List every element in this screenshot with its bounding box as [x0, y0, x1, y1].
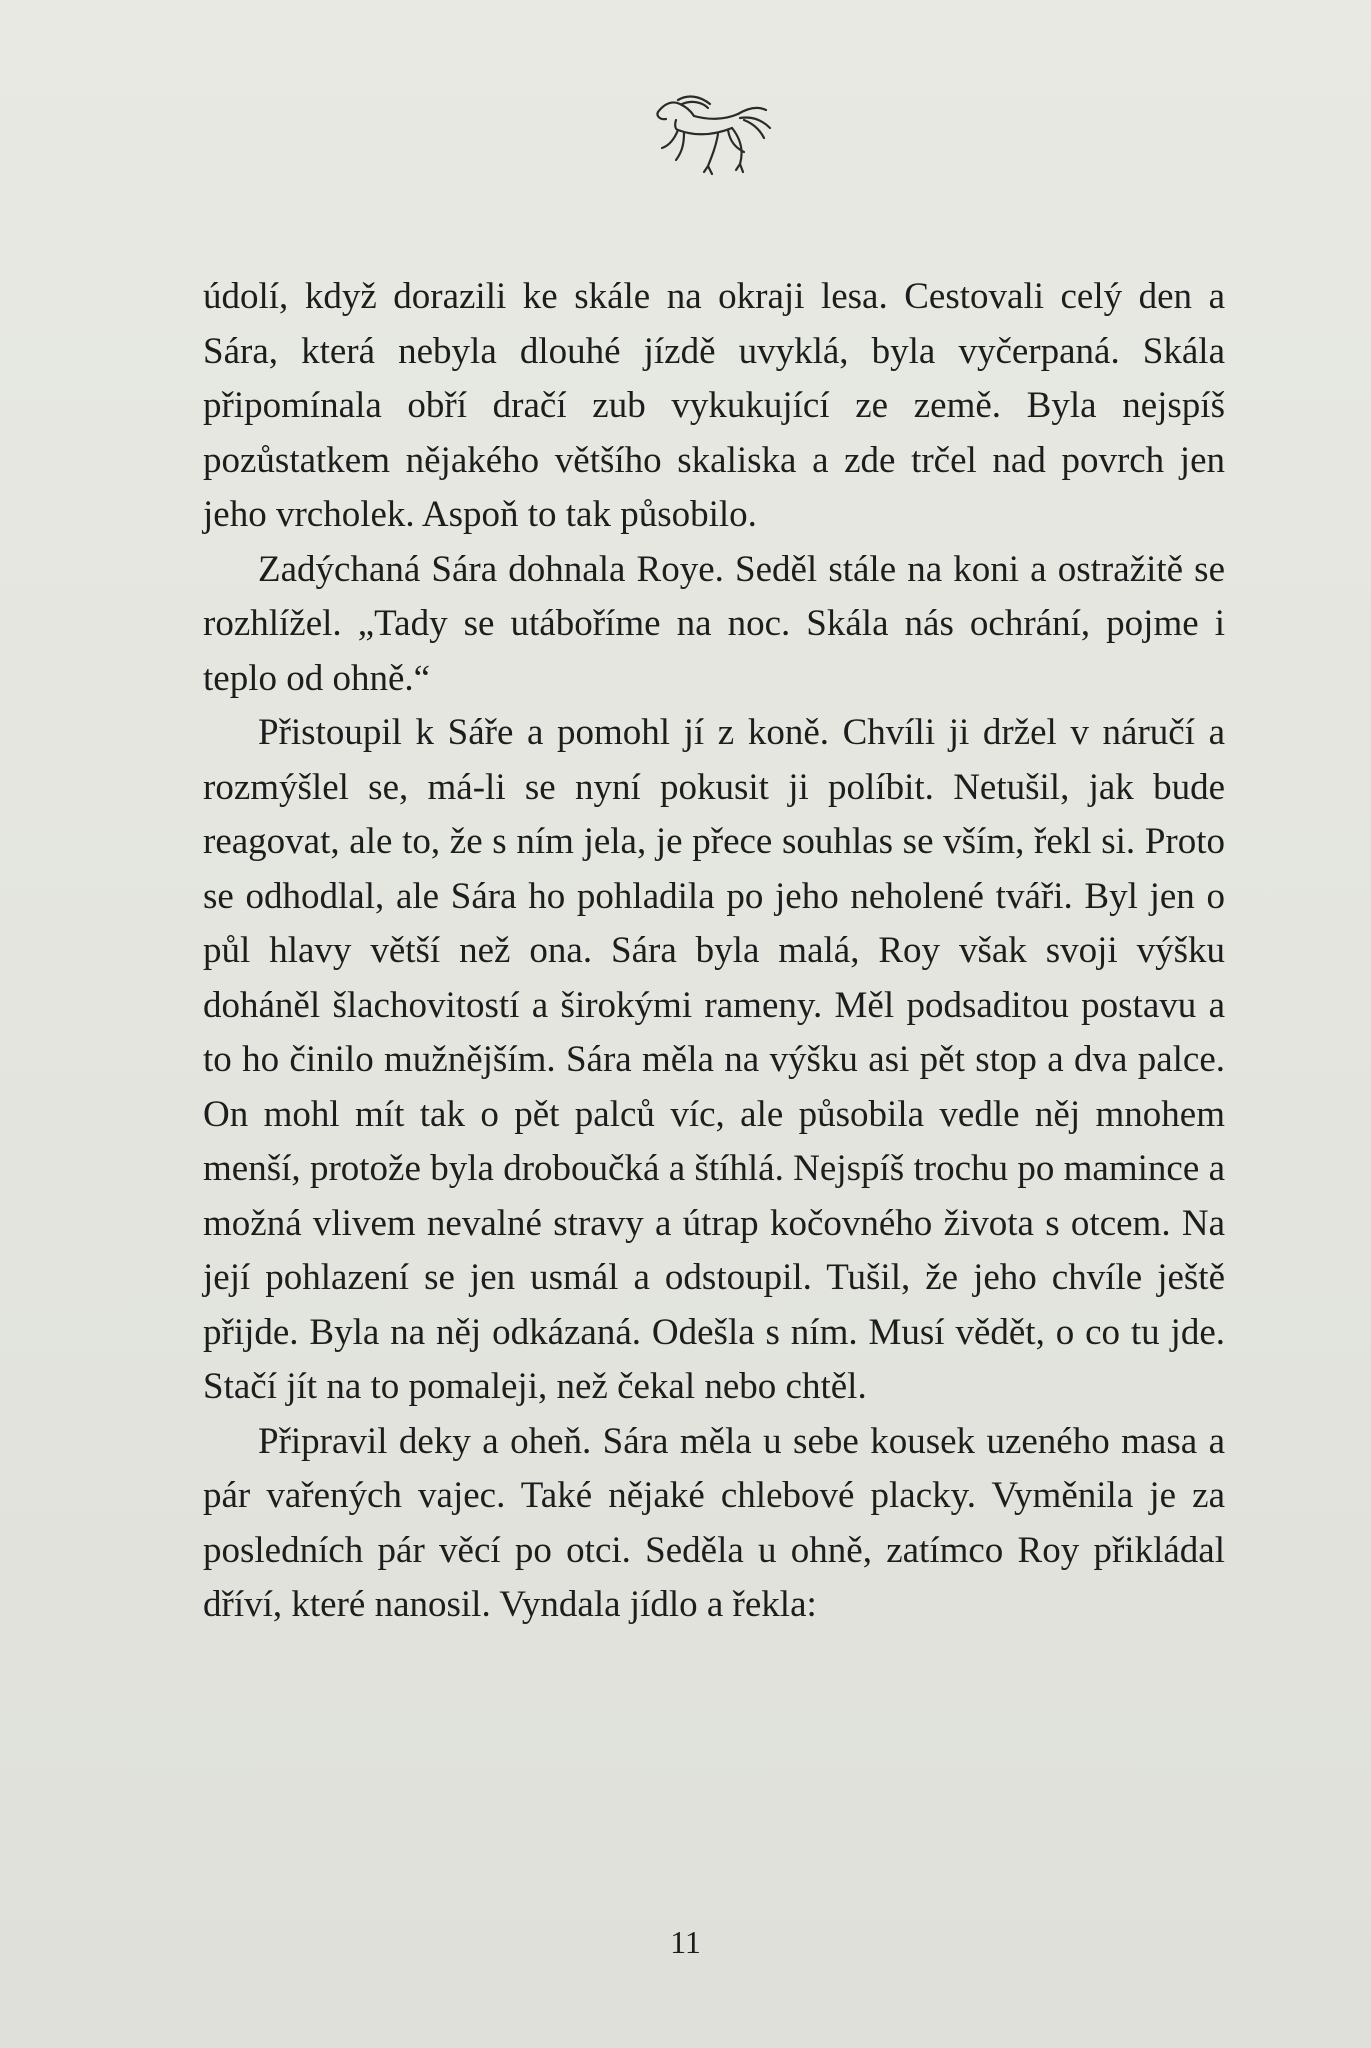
paragraph: Připravil deky a oheň. Sára měla u sebe kousek uzeného masa a pár vařených vajec. Také nějaké chlebové placky. Vyměnila je za posledních pár věcí po otci. Seděla u ohně, zatímco Roy přikládal dříví, které nanosil. Vyndala jídlo a řekla: — [203, 1420, 1225, 1625]
page-number: 11 — [670, 1924, 701, 1960]
paragraph: Přistoupil k Sáře a pomohl jí z koně. Chvíli ji držel v náručí a rozmýšlel se, má-li se nyní pokusit ji políbit. Netušil, jak bude reagovat, ale to, že s ním jela, je přece souhlas se vším, řekl si. Proto se odhodlal, ale Sára ho pohladila po jeho neholené tváři. Byl jen o půl hlavy větší než ona. Sára byla malá, Roy však svoji výšku doháněl šlachovitostí a širokými rameny. Měl podsaditou postavu a to ho činilo mužnějším. Sára měla na výšku asi pět stop a dva palce. On mohl mít tak o pět palců víc, ale působila vedle něj mnohem menší, protože byla droboučká a štíhlá. Nejspíš trochu po mamince a možná vlivem nevalné stravy a útrap kočovného života s otcem. Na její pohlazení se jen usmál a odstoupil. Tušil, že jeho chvíle ještě přijde. Byla na něj odkázaná. Odešla s ním. Musí vědět, o co tu jde. Stačí jít na to pomaleji, než čekal nebo chtěl. — [203, 712, 1225, 1407]
paragraph: Zadýchaná Sára dohnala Roye. Seděl stále na koni a ostražitě se rozhlížel. „Tady se utáboříme na noc. Skála nás ochrání, pojme i teplo od ohně.“ — [203, 548, 1225, 699]
body-text — [203, 270, 1225, 1633]
paragraph: údolí, když dorazili ke skále na okraji lesa. Cestovali celý den a Sára, která nebyla dlouhé jízdě uvyklá, byla vyčerpaná. Skála připomínala obří dračí zub vykukující ze země. Byla nejspíš pozůstatkem nějakého většího skaliska a zde trčel nad povrch jen jeho vrcholek. Aspoň to tak působilo. — [203, 276, 1225, 535]
galloping-horse-icon — [648, 90, 783, 190]
